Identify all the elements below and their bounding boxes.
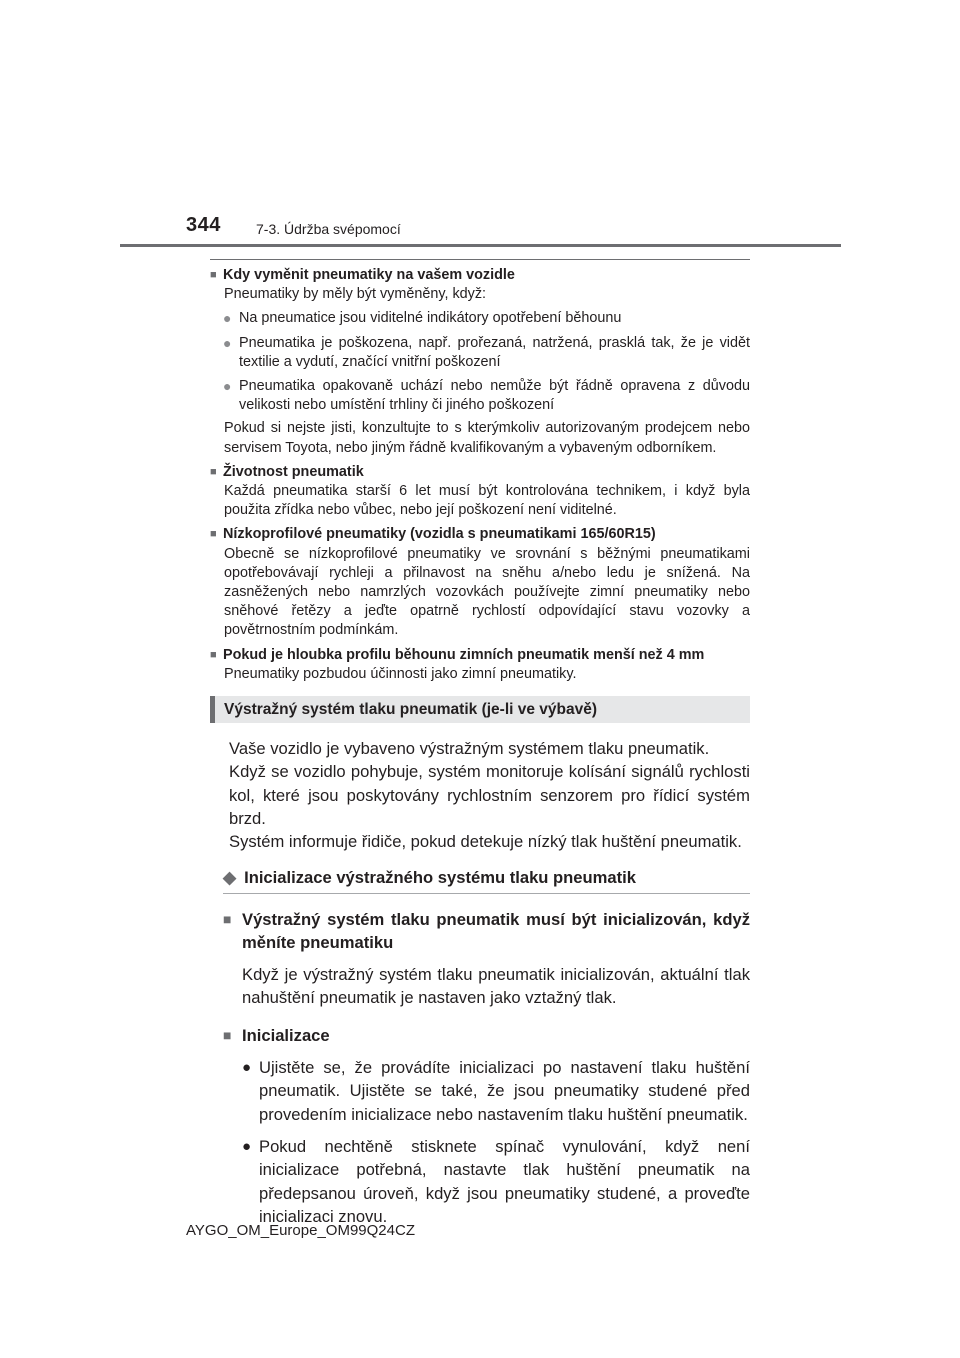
block-heading: ■ Kdy vyměnit pneumatiky na vašem vozidle [210, 266, 750, 285]
block-note: Pokud si nejste jisti, konzultujte to s kterýmkoliv autorizovaným prodejcem nebo servisem Toyota, nebo jiným řádně kvalifikovaným a vybaveným odborníkem. [224, 420, 750, 456]
block-divider [210, 259, 750, 260]
page-content [210, 259, 750, 1228]
chapter-reference: 7-3. Údržba svépomocí [256, 221, 401, 237]
square-bullet-icon: ■ [223, 1026, 232, 1043]
list-item: ● Pneumatika opakovaně uchází nebo nemůže být řádně opravena z důvodu velikosti nebo umístění trhliny či jiného poškození [210, 377, 750, 415]
subsection-heading: ◆ Inicializace výstražného systému tlaku pneumatik [223, 868, 750, 894]
section-intro [210, 737, 750, 853]
block-tire-lifetime [210, 463, 750, 521]
block-when-to-replace [210, 266, 750, 458]
intro-paragraph: Systém informuje řidiče, pokud detekuje nízký tlak huštění pneumatik. [229, 832, 742, 852]
block-heading: ■ Nízkoprofilové pneumatiky (vozidla s pneumatikami 165/60R15) [210, 525, 750, 544]
diamond-icon: ◆ [223, 867, 237, 887]
circle-bullet-icon: ● [223, 378, 232, 395]
block-intro: Pneumatiky by měly být vyměněny, když: [224, 286, 487, 303]
item-change-tire [210, 908, 750, 1010]
item-heading: ■ Inicializace [210, 1024, 750, 1047]
item-heading: ■ Výstražný systém tlaku pneumatik musí být inicializován, když měníte pneumatiku [210, 908, 750, 955]
square-bullet-icon: ■ [210, 269, 217, 281]
item-text: Když je výstražný systém tlaku pneumatik inicializován, aktuální tlak nahuštění pneumatik je nastaven jako vztažný tlak. [242, 965, 750, 1008]
block-heading: ■ Životnost pneumatik [210, 463, 750, 482]
page-number: 344 [186, 214, 221, 236]
square-bullet-icon: ■ [210, 465, 217, 478]
list-item: ● Na pneumatice jsou viditelné indikátory opotřebení běhounu [210, 309, 750, 328]
intro-paragraph: Když se vozidlo pohybuje, systém monitoruje kolísání signálů rychlosti kol, které jsou poskytovány rychlostním senzorem pro řídicí systém brzd. [229, 762, 750, 828]
circle-bullet-icon: ● [242, 1059, 252, 1077]
circle-bullet-icon: ● [223, 310, 232, 327]
block-winter-depth [210, 646, 750, 684]
list-item: ● Pokud nechtěně stisknete spínač vynulování, když není inicializace potřebná, nastavte tlak huštění pneumatik na předepsanou úroveň, když jsou pneumatiky studené, a proveďte inicializaci znovu. [210, 1135, 750, 1228]
intro-paragraph: Vaše vozidlo je vybaveno výstražným systémem tlaku pneumatik. [229, 739, 710, 759]
list-item: ● Ujistěte se, že provádíte inicializaci po nastavení tlaku huštění pneumatik. Ujistěte se také, že jsou pneumatiky studené před provedením inicializace nebo nastavením tlaku huštění pneumatik. [210, 1056, 750, 1126]
document-footer: AYGO_OM_Europe_OM99Q24CZ [186, 1222, 415, 1239]
block-heading: ■ Pokud je hloubka profilu běhounu zimních pneumatik menší než 4 mm [210, 646, 750, 665]
list-item: ● Pneumatika je poškozena, např. prořezaná, natržená, prasklá tak, že je vidět textilie a vydutí, značící vnitřní poškození [210, 334, 750, 372]
square-bullet-icon: ■ [210, 528, 217, 541]
circle-bullet-icon: ● [242, 1137, 252, 1155]
block-low-profile [210, 525, 750, 640]
block-text: Každá pneumatika starší 6 let musí být kontrolována technikem, i když byla použita zřídka nebo vůbec, nebo její poškození není viditelné. [224, 483, 750, 519]
section-title: Výstražný systém tlaku pneumatik (je-li ve výbavě) [210, 696, 750, 723]
block-text: Obecně se nízkoprofilové pneumatiky ve srovnání s běžnými pneumatikami opotřebovávají rychleji a přilnavost na sněhu a/nebo ledu je snížená. Na zasněžených nebo namrzlých vozovkách používejte zimní pneumatiky nebo sněhové řetězy a jeďte opatrně rychlostí odpovídající stavu vozovky a povětrnostním podmínkám. [224, 545, 750, 639]
item-initialization [210, 1024, 750, 1228]
square-bullet-icon: ■ [210, 648, 217, 661]
circle-bullet-icon: ● [223, 334, 232, 351]
header-rule [120, 244, 841, 247]
square-bullet-icon: ■ [223, 910, 232, 927]
block-text: Pneumatiky pozbudou účinnosti jako zimní pneumatiky. [224, 665, 577, 682]
